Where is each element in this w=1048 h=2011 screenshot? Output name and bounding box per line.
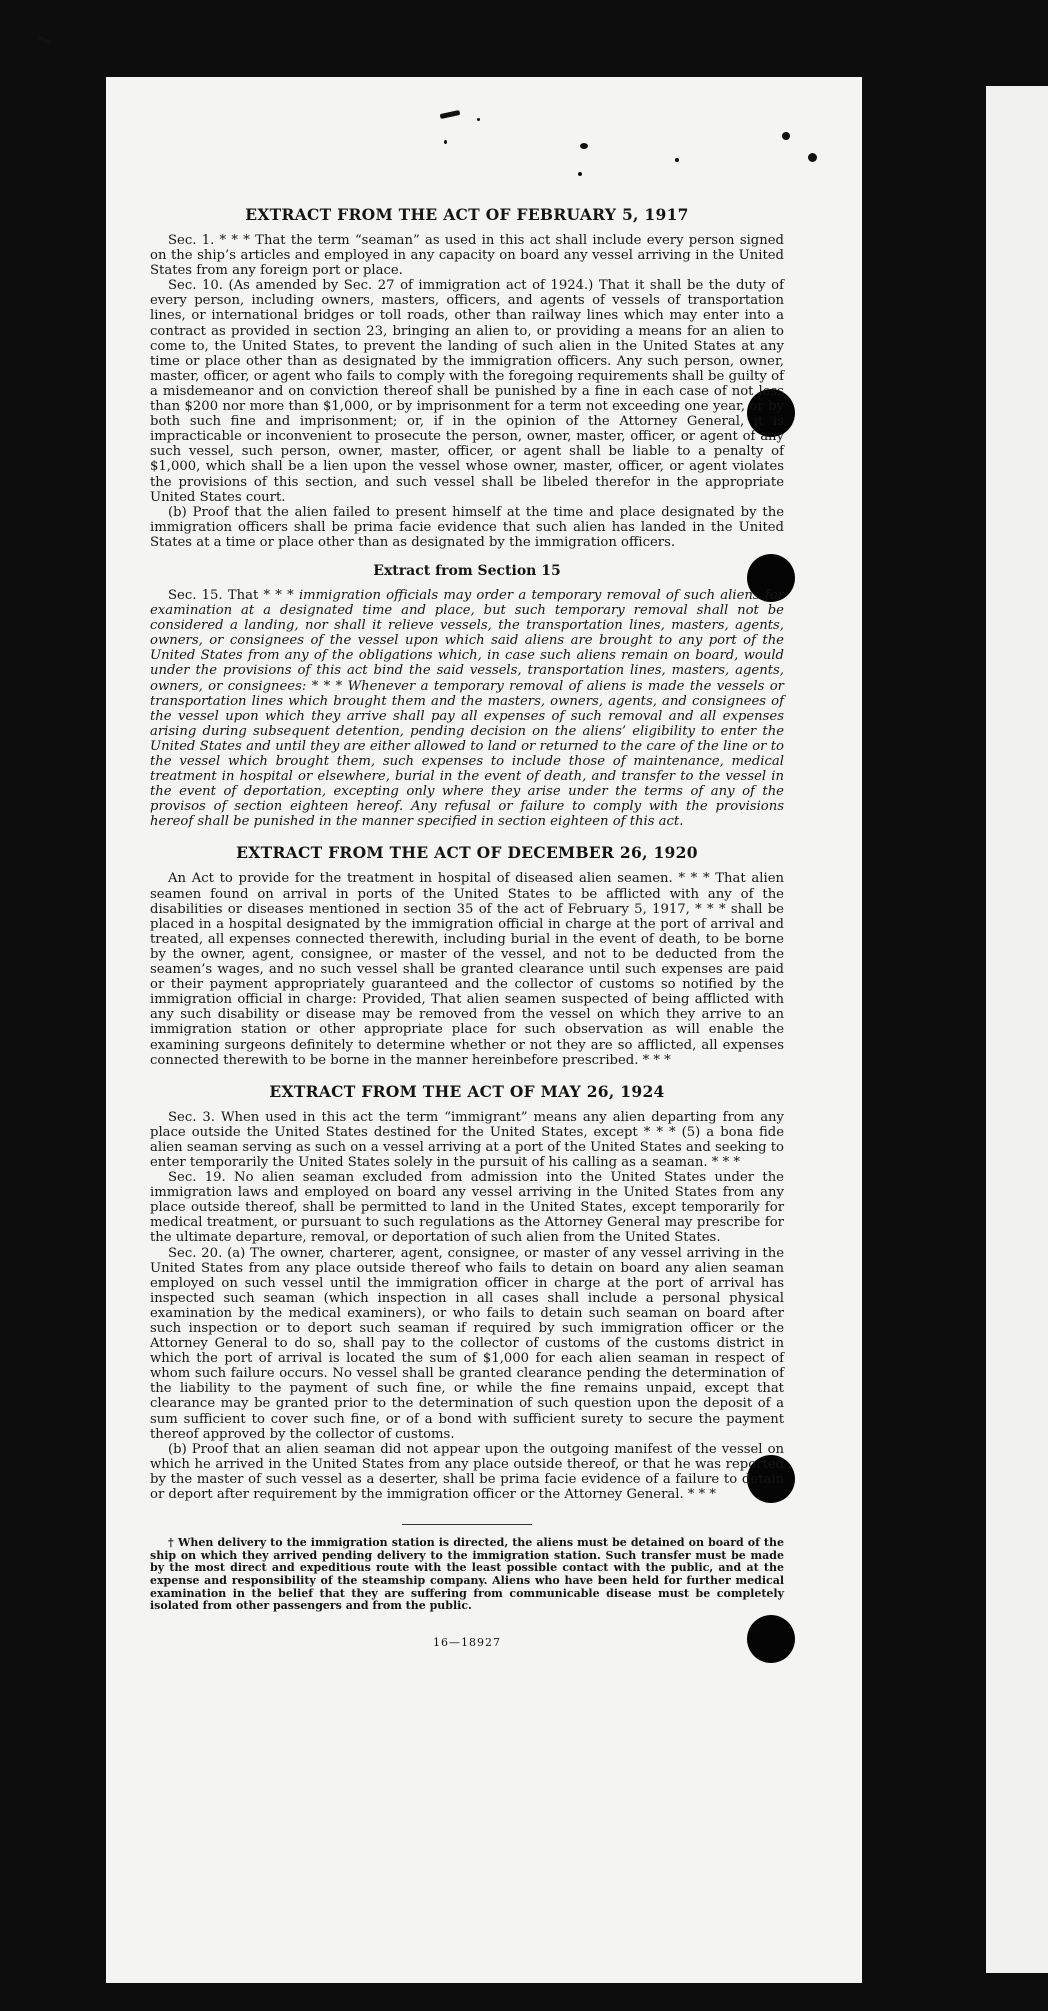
ink-speck (444, 140, 447, 144)
ink-speck (782, 132, 790, 140)
ink-speck (580, 143, 588, 149)
footnote-divider (402, 1524, 532, 1525)
section-15-body: immigration officials may order a temporary removal of such aliens for examination at a designated time and place, but such temporary removal shall not be considered a landing, nor shall it relieve vessels, the transportation lines, masters, agents, owners, or consignees of the vessel upon which said aliens are brought to any port of the United States from any of the obligations which, in case such aliens remain on board, would under the provisions of this act bind the said vessels, transportation lines, masters, agents, owners, or consignees: * * * Whenever a temporary removal of aliens is made the vessels or transportation lines which brought them and the masters, owners, agents, and consignees of the vessel upon which they arrive shall pay all expenses of such removal and all expenses arising during subsequent detention, pending decision on the aliens’ eligibility to enter the United States and until they are either allowed to land or returned to the care of the line or to the vessel which brought them, such expenses to include those of maintenance, medical treatment in hospital or elsewhere, burial in the event of death, and transfer to the vessel in the event of deportation, excepting only where they arise under the terms of any of the provisos of section eighteen hereof. Any refusal or failure to comply with the provisions hereof shall be punished in the manner specified in section eighteen of this act. (150, 587, 784, 830)
heading-act-1924: EXTRACT FROM THE ACT OF MAY 26, 1924 (269, 1081, 665, 1101)
act-1920-text: An Act to provide for the treatment in hospital of diseased alien seamen. * * * That alien seamen found on arrival in ports of the United States to be afflicted with any of the disabilities or diseases mentioned in section 35 of the act of February 5, 1917, * * * shall be placed in a hospital designated by the immigration official in charge at the port of arrival and treated, all expenses connected therewith, including burial in the event of death, to be borne by the owner, agent, consignee, or master of the vessel, and not to be deducted from the seamen’s wages, and no such vessel shall be granted clearance until such expenses are paid or their payment appropriately guaranteed and the collector of customs so notified by the immigration official in charge: Provided, That alien seamen suspected of being afflicted with any such disability or disease may be removed from the vessel on which they arrive to an immigration station or other appropriate place for such observation as will enable the examining surgeons definitely to determine whether or not they are so afflicted, all expenses connected therewith to be borne in the manner hereinbefore prescribed. * * * (150, 871, 784, 1068)
heading-act-1917: EXTRACT FROM THE ACT OF FEBRUARY 5, 1917 (245, 205, 689, 224)
footnote: † When delivery to the immigration station is directed, the aliens must be detained on board of the ship on which they arrived pending delivery to the immigration station. Such transfer must be made by the most direct and expeditious route with the least possible contact with the public, and at the expense and responsibility of the steamship company. Aliens who have been held for further medical examination in the belief that they are suffering from communicable disease must be completely isolated from other passengers and from the public. (150, 1536, 784, 1613)
section-19: Sec. 19. No alien seaman excluded from admission into the United States under the immigration laws and employed on board any vessel arriving in the United States from any place outside thereof, shall be permitted to land in the United States, except temporarily for medical treatment, or pursuant to such regulations as the Attorney General may prescribe for the ultimate departure, removal, or deportation of such alien from the United States. (150, 1170, 784, 1246)
section-10-b: (b) Proof that the alien failed to present himself at the time and place designated by the immigration officers shall be prima facie evidence that such alien has landed in the United States at a time or place other than as designated by the immigration officers. (150, 504, 784, 550)
page-number: 16—18927 (433, 1635, 501, 1649)
ink-speck (477, 118, 480, 121)
adjacent-page-edge (986, 86, 1048, 1973)
ink-speck (38, 35, 53, 46)
heading-act-1920: EXTRACT FROM THE ACT OF DECEMBER 26, 1920 (236, 843, 698, 863)
heading-section-15: Extract from Section 15 (373, 562, 561, 579)
section-10: Sec. 10. (As amended by Sec. 27 of immigration act of 1924.) That it shall be the duty of every person, including owners, masters, officers, and agents of vessels of transportation lines, or international bridges or toll roads, other than railway lines which may enter into a contract as provided in section 23, bringing an alien to, or providing a means for an alien to come to, the United States, to prevent the landing of such alien in the United States at any time or place other than as designated by the immigration officers. Any such person, owner, master, officer, or agent who fails to comply with the foregoing requirements shall be guilty of a misdemeanor and on conviction thereof shall be punished by a fine in each case of not less than $200 nor more than $1,000, or by imprisonment for a term not exceeding one year, or by both such fine and imprisonment; or, if in the opinion of the Attorney General, it is impracticable or inconvenient to prosecute the person, owner, master, officer, or agent of any such vessel, such person, owner, master, officer, or agent shall be liable to a penalty of $1,000, which shall be a lien upon the vessel whose owner, master, officer, or agent violates the provisions of this section, and such vessel shall be libeled therefor in the appropriate United States court. (150, 278, 784, 505)
section-15-lead: Sec. 15. That * * * (168, 587, 294, 603)
ink-speck (808, 153, 817, 162)
ink-speck (675, 158, 679, 162)
section-1: Sec. 1. * * * That the term “seaman” as used in this act shall include every person signed on the ship’s articles and employed in any capacity on board any vessel arriving in the United States from any foreign port or place. (150, 233, 784, 279)
section-15 (150, 588, 784, 830)
section-20-b: (b) Proof that an alien seaman did not appear upon the outgoing manifest of the vessel on which he arrived in the United States from any place outside thereof, or that he was reported by the master of such vessel as a deserter, shall be prima facie evidence of a failure to detain or deport after requirement by the immigration officer or the Attorney General. * * * (150, 1441, 784, 1503)
document-text (150, 205, 784, 1650)
section-3: Sec. 3. When used in this act the term “immigrant” means any alien departing from any place outside the United States destined for the United States, except * * * (5) a bona fide alien seaman serving as such on a vessel arriving at a port of the United States and seeking to enter temporarily the United States solely in the pursuit of his calling as a seaman. * * * (150, 1109, 784, 1170)
section-20-a: Sec. 20. (a) The owner, charterer, agent, consignee, or master of any vessel arriving in the United States from any place outside thereof who fails to detain on board any alien seaman employed on such vessel until the immigration officer in charge at the port of arrival has inspected such seaman (which inspection in all cases shall include a personal physical examination by the medical examiners), or who fails to detain such seaman on board after such inspection or to deport such seaman if required by such immigration officer or the Attorney General to do so, shall pay to the collector of customs of the customs district in which the port of arrival is located the sum of $1,000 for each alien seaman in respect of whom such failure occurs. No vessel shall be granted clearance pending the determination of the liability to the payment of such fine, or while the fine remains unpaid, except that clearance may be granted prior to the determination of such question upon the deposit of a sum sufficient to cover such fine, or of a bond with sufficient surety to secure the payment thereof approved by the collector of customs. (150, 1245, 784, 1442)
ink-speck (578, 172, 582, 176)
